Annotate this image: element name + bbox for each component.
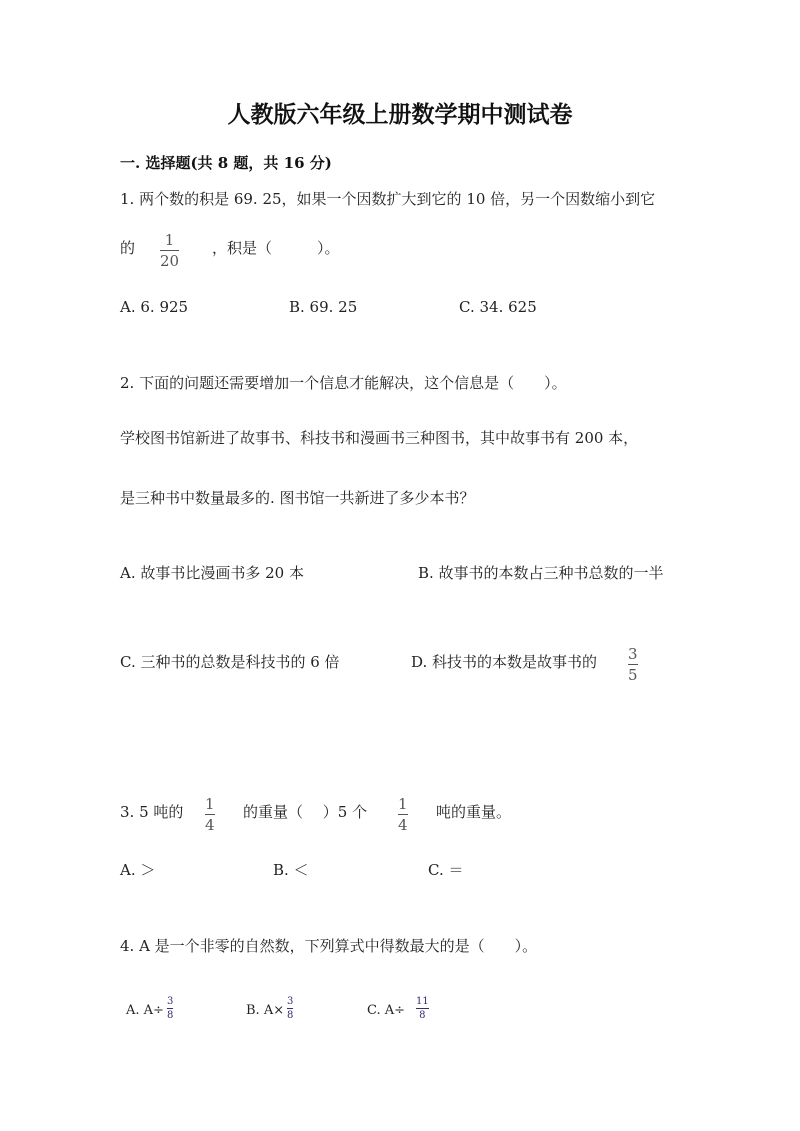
- question-4-option-c[interactable]: C. A÷: [367, 1003, 406, 1018]
- question-1-text: 1. 两个数的积是 69. 25，如果一个因数扩大到它的 10 倍，另一个因数缩小到它: [120, 190, 656, 208]
- question-1-option-c[interactable]: C. 34. 625: [459, 298, 537, 316]
- fraction-numerator: 1: [164, 231, 175, 249]
- question-2-context-line-1: 学校图书馆新进了故事书、科技书和漫画书三种图书，其中故事书有 200 本，: [120, 429, 639, 447]
- question-3-option-a[interactable]: A. ＞: [120, 861, 156, 879]
- question-2-text: 2. 下面的问题还需要增加一个信息才能解决，这个信息是（ ）。: [120, 374, 567, 392]
- question-4-option-a-fraction: [167, 996, 173, 1021]
- question-3-fraction-1: [205, 795, 215, 834]
- page-title: 人教版六年级上册数学期中测试卷: [227, 101, 573, 128]
- fraction-denominator: 8: [167, 1010, 174, 1021]
- question-4-text: 4. A 是一个非零的自然数，下列算式中得数最大的是（ ）。: [120, 937, 538, 955]
- fraction-denominator: 4: [398, 816, 408, 834]
- fraction-numerator: 1: [205, 795, 215, 813]
- question-2-context-line-2: 是三种书中数量最多的. 图书馆一共新进了多少本书？: [120, 489, 475, 507]
- fraction-denominator: 8: [287, 1010, 294, 1021]
- fraction-bar: [398, 814, 408, 815]
- question-1-prefix: 的: [120, 239, 136, 257]
- fraction-numerator: 11: [416, 996, 429, 1007]
- question-3-part-2: 的重量（ ）5 个: [243, 803, 368, 821]
- fraction-bar: [628, 664, 638, 665]
- question-1-option-b[interactable]: B. 69. 25: [289, 298, 358, 316]
- fraction-denominator: 5: [628, 666, 638, 684]
- fraction-numerator: 1: [398, 795, 408, 813]
- fraction-denominator: 4: [205, 816, 215, 834]
- fraction-bar: [167, 1008, 173, 1009]
- fraction-numerator: 3: [167, 996, 174, 1007]
- question-3-part-1: 3. 5 吨的: [120, 803, 184, 821]
- question-4-option-b-fraction: [287, 996, 293, 1021]
- section-heading: 一. 选择题(共 8 题，共 16 分): [120, 154, 332, 172]
- question-1-fraction: [160, 231, 179, 270]
- question-4-option-c-fraction: [416, 996, 429, 1021]
- fraction-numerator: 3: [287, 996, 294, 1007]
- question-2-option-c[interactable]: C. 三种书的总数是科技书的 6 倍: [120, 653, 340, 671]
- question-2-option-b[interactable]: B. 故事书的本数占三种书总数的一半: [418, 564, 664, 582]
- question-2-option-a[interactable]: A. 故事书比漫画书多 20 本: [120, 564, 304, 582]
- question-1-option-a[interactable]: A. 6. 925: [120, 298, 189, 316]
- fraction-bar: [160, 250, 179, 251]
- question-3-fraction-2: [398, 795, 408, 834]
- fraction-bar: [416, 1008, 429, 1009]
- fraction-bar: [205, 814, 215, 815]
- question-3-option-c[interactable]: C. ＝: [428, 861, 464, 879]
- question-3-part-3: 吨的重量。: [436, 803, 512, 821]
- fraction-bar: [287, 1008, 293, 1009]
- question-4-option-a[interactable]: A. A÷: [126, 1003, 164, 1018]
- question-3-option-b[interactable]: B. ＜: [273, 861, 309, 879]
- fraction-numerator: 3: [628, 645, 638, 663]
- question-1-suffix: ，积是（ ）。: [212, 239, 340, 257]
- question-4-option-b[interactable]: B. A×: [246, 1003, 285, 1018]
- fraction-denominator: 8: [419, 1010, 426, 1021]
- fraction-denominator: 20: [160, 252, 180, 270]
- question-2-option-d-fraction: [628, 645, 638, 684]
- question-2-option-d[interactable]: D. 科技书的本数是故事书的: [411, 653, 598, 671]
